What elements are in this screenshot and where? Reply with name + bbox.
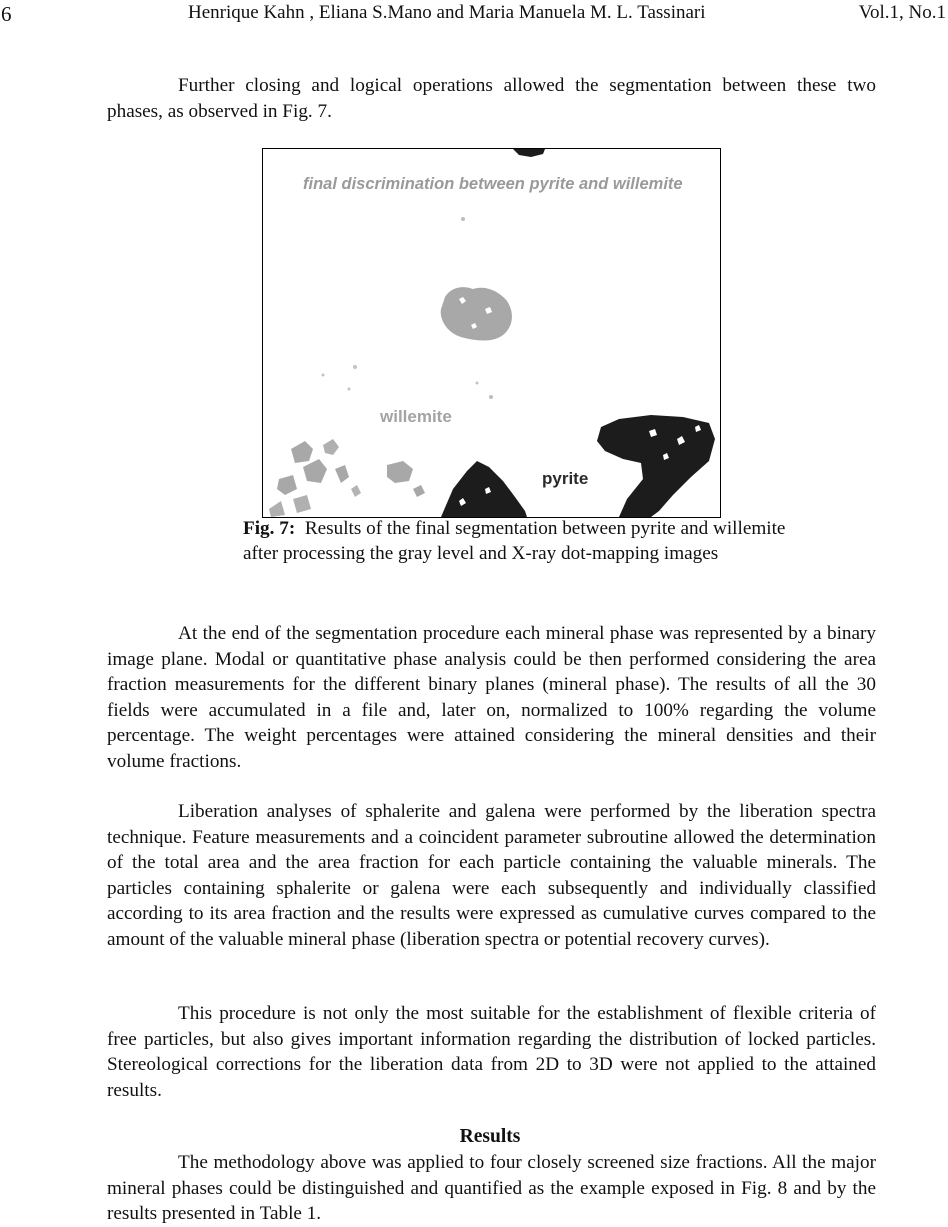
paragraph-segmentation: At the end of the segmentation procedure each mineral phase was represented by a binary image plane. Modal or quantitative phase analysis could be then performed considering the area fraction measurements for the different binary planes (mineral phase). The results of all the 30 fields were accumulated in a file and, later on, normalized to 100% regarding the volume percentage. The weight percentages were attained considering the mineral densities and their volume fractions.: [107, 623, 876, 772]
page-header: [0, 2, 948, 26]
pyrite-label: pyrite: [542, 469, 589, 488]
caption-label: Fig. 7:: [243, 518, 296, 539]
header-volume: Vol.1, No.1: [858, 2, 946, 23]
figure-title: final discrimination between pyrite and willemite: [303, 175, 683, 193]
paragraph-procedure: This procedure is not only the most suitable for the establishment of flexible criteria of free particles, but also gives important information regarding the distribution of locked particles. Stereological corrections for the liberation data from 2D to 3D were not applied to the attained results.: [107, 1003, 876, 1101]
caption-text: Results of the final segmentation between pyrite and willemite after processing the gray level and X-ray dot-mapping images: [243, 518, 786, 564]
figure-7-image: [262, 148, 721, 518]
paragraph-intro: Further closing and logical operations allowed the segmentation between these two phases, as observed in Fig. 7.: [107, 75, 876, 122]
paragraph-liberation: Liberation analyses of sphalerite and galena were performed by the liberation spectra technique. Feature measurements and a coincident parameter subroutine allowed the determination of the total area and the area fraction for each particle containing the valuable minerals. The particles containing sphalerite or galena were each subsequently and individually classified according to its area fraction and the results were expressed as cumulative curves compared to the amount of the valuable mineral phase (liberation spectra or potential recovery curves).: [107, 801, 876, 950]
segmentation-image-graphic: [263, 149, 720, 517]
header-authors: Henrique Kahn , Eliana S.Mano and Maria Manuela M. L. Tassinari: [188, 2, 706, 23]
willemite-label: willemite: [380, 407, 452, 426]
page-number: 6: [1, 2, 12, 26]
results-heading: Results: [459, 1126, 521, 1147]
paragraph-results: The methodology above was applied to four closely screened size fractions. All the major mineral phases could be distinguished and quantified as the example exposed in Fig. 8 and by the results presented in Table 1.: [107, 1152, 876, 1225]
figure-caption: [243, 517, 788, 566]
